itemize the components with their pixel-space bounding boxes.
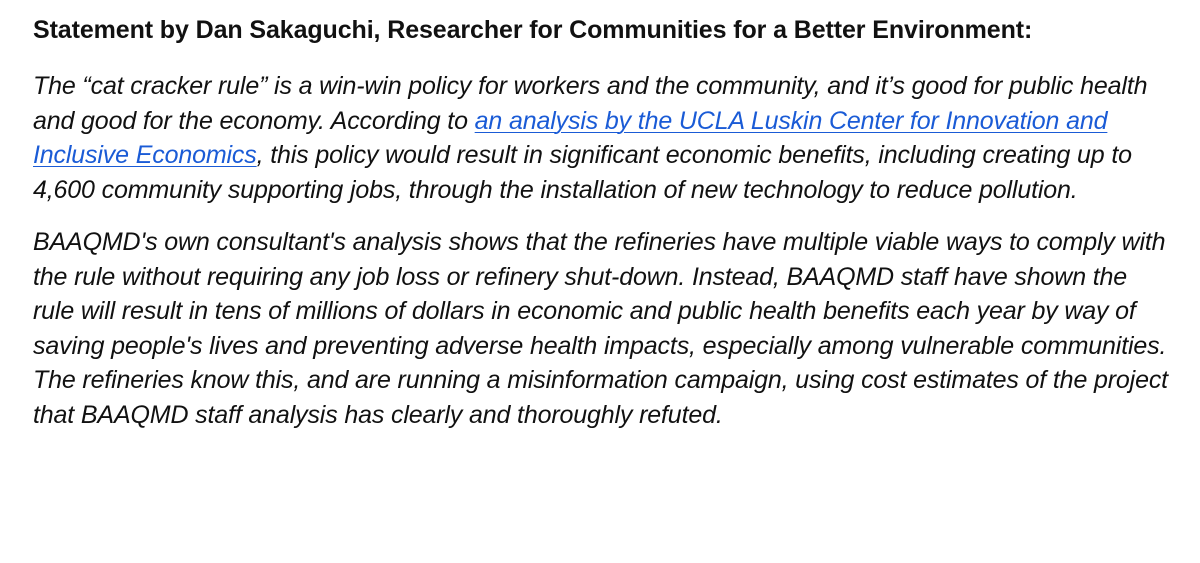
paragraph-1-text-after-link: , this policy would result in significant economic benefits, including creating up to 4,600 community supporting jobs, through the installation of new technology to reduce pollution. [33, 141, 1132, 204]
statement-heading: Statement by Dan Sakaguchi, Researcher for Communities for a Better Environment: [33, 16, 1033, 44]
statement-paragraph-2: BAAQMD's own consultant's analysis shows that the refineries have multiple viable ways to comply with the rule without requiring any job loss or refinery shut-down. Instead, BAAQMD staff have shown the rule will result in tens of millions of dollars in economic and public health benefits each year by way of saving people's lives and preventing adverse health impacts, especially among vulnerable communities. The refineries know this, and are running a misinformation campaign, using cost estimates of the project that BAAQMD staff analysis has clearly and thoroughly refuted. [33, 228, 1168, 429]
statement-paragraph-1 [33, 69, 1170, 207]
paragraph-1-text-before-link: The “cat cracker rule” is a win-win policy for workers and the community, and it’s good for public health and good for the economy. According to [33, 72, 1148, 135]
ucla-luskin-analysis-link[interactable]: an analysis by the UCLA Luskin Center for Innovation and Inclusive Economics [33, 106, 1108, 169]
